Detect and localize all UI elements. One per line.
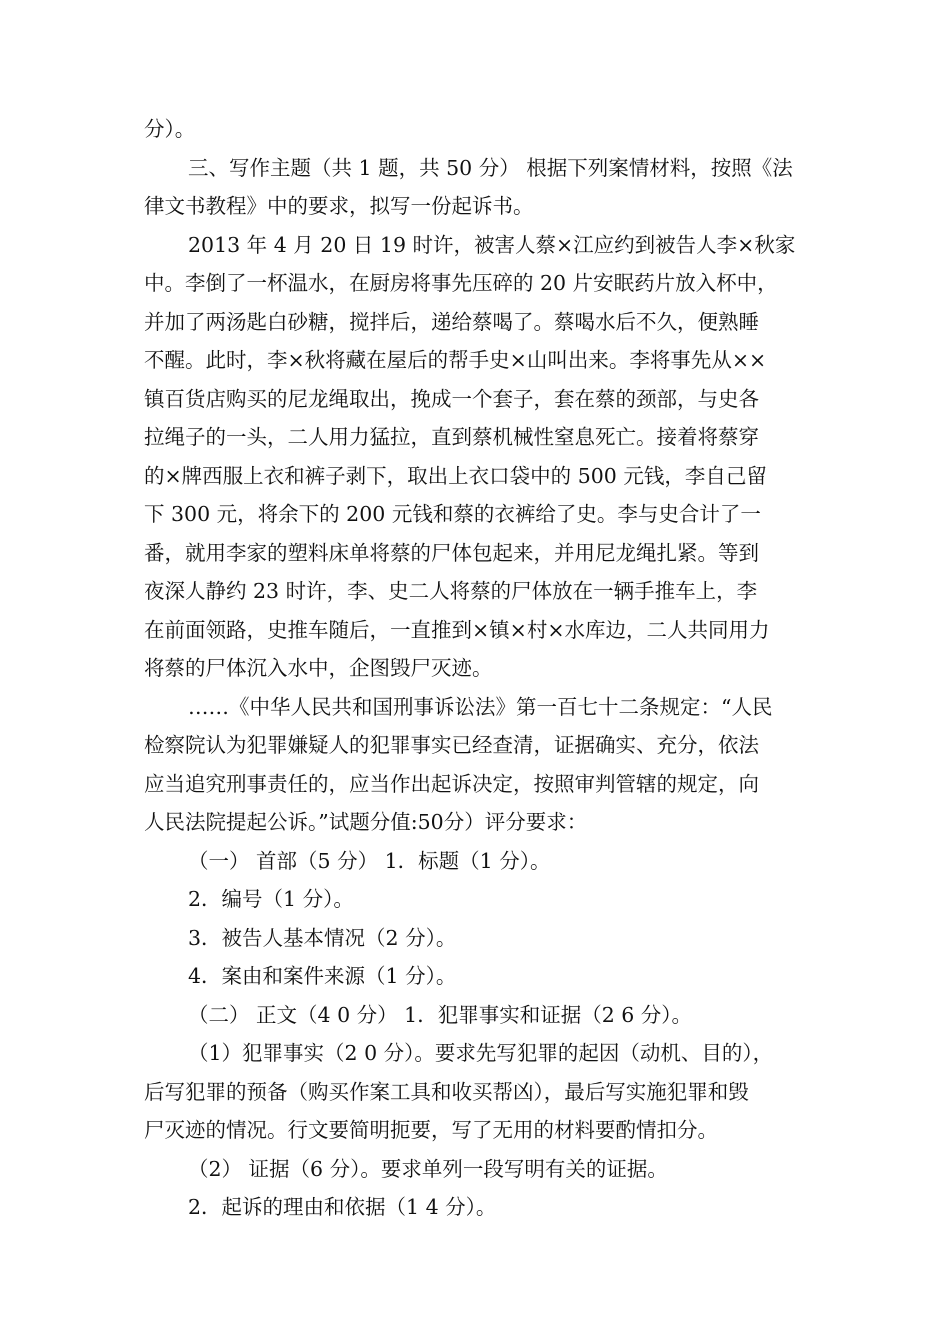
text-line: 并加了两汤匙白砂糖，搅拌后，递给蔡喝了。蔡喝水后不久，便熟睡: [144, 309, 759, 334]
document-body: [144, 110, 810, 1227]
text-line: 夜深人静约 23 时许，李、史二人将蔡的尸体放在一辆手推车上，李: [144, 579, 758, 603]
text-line: 不醒。此时，李×秋将藏在屋后的帮手史×山叫出来。李将事先从××: [144, 348, 767, 372]
text-line: （2） 证据（6 分）。要求单列一段写明有关的证据。: [188, 1156, 668, 1181]
text-line: 应当追究刑事责任的，应当作出起诉决定，按照审判管辖的规定，向: [144, 771, 759, 796]
text-line: 番，就用李家的塑料床单将蔡的尸体包起来，并用尼龙绳扎紧。等到: [144, 540, 759, 565]
text-line: 下 300 元，将余下的 200 元钱和蔡的衣裤给了史。李与史合计了一: [144, 502, 761, 526]
text-line: （二） 正文（4 0 分） 1．犯罪事实和证据（2 6 分）。: [188, 1002, 693, 1027]
text-line: 尸灭迹的情况。行文要简明扼要，写了无用的材料要酌情扣分。: [144, 1118, 718, 1142]
text-line: 分）。: [144, 117, 196, 141]
text-line: 后写犯罪的预备（购买作案工具和收买帮凶），最后写实施犯罪和毁: [144, 1079, 749, 1104]
text-line: 在前面领路，史推车随后，一直推到×镇×村×水库边，二人共同用力: [144, 617, 770, 642]
text-line: 将蔡的尸体沉入水中，企图毁尸灭迹。: [144, 656, 493, 680]
text-line: 律文书教程》中的要求，拟写一份起诉书。: [144, 194, 534, 218]
text-line: 4．案由和案件来源（1 分）。: [188, 964, 457, 988]
text-line: 的×牌西服上衣和裤子剥下，取出上衣口袋中的 500 元钱，李自己留: [144, 463, 767, 488]
text-line: （一） 首部（5 分） 1．标题（1 分）。: [188, 848, 551, 873]
text-line: 拉绳子的一头，二人用力猛拉，直到蔡机械性窒息死亡。接着将蔡穿: [144, 425, 759, 449]
text-line: 镇百货店购买的尼龙绳取出，挽成一个套子，套在蔡的颈部，与史各: [144, 386, 759, 411]
text-line: ……《中华人民共和国刑事诉讼法》第一百七十二条规定：“人民: [188, 694, 773, 719]
text-line: 检察院认为犯罪嫌疑人的犯罪事实已经查清，证据确实、充分，依法: [144, 733, 759, 757]
text-line: 3．被告人基本情况（2 分）。: [188, 925, 457, 950]
text-line: 中。李倒了一杯温水，在厨房将事先压碎的 20 片安眠药片放入杯中，: [144, 271, 778, 295]
text-line: 2．编号（1 分）。: [188, 887, 354, 911]
text-line: 2．起诉的理由和依据（1 4 分）。: [188, 1195, 497, 1219]
text-line: （1）犯罪事实（2 0 分）。要求先写犯罪的起因（动机、目的），: [188, 1041, 774, 1065]
text-line: 2013 年 4 月 20 日 19 时许，被害人蔡×江应约到被告人李×秋家: [188, 232, 796, 257]
text-line: 人民法院提起公诉。”试题分值:50分）评分要求：: [144, 810, 588, 834]
text-line: 三、写作主题（共 1 题，共 50 分） 根据下列案情材料，按照《法: [188, 155, 793, 180]
